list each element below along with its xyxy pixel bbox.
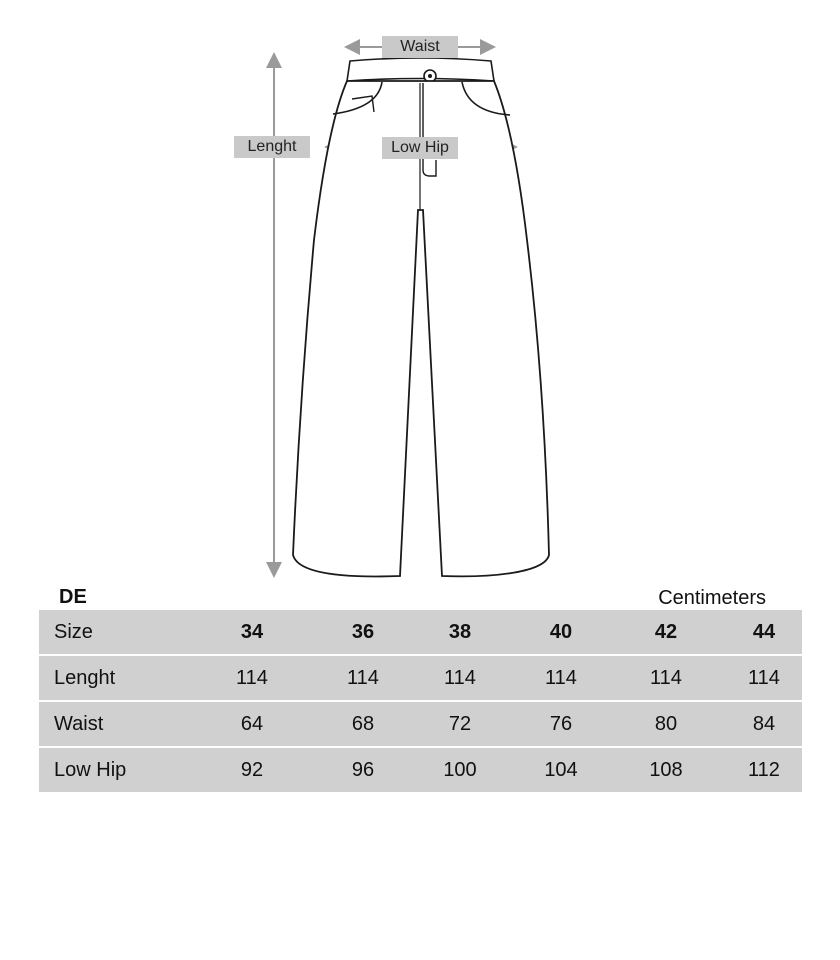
size-header-cell: 44 [752,621,776,643]
table-cell: 114 [748,667,780,689]
size-table [39,610,802,794]
unit-label: Centimeters [658,587,766,609]
table-cell: 100 [443,759,477,781]
table-cell: 104 [544,759,578,781]
table-row-length [39,656,802,700]
low-hip-measure-label: Low Hip [382,137,458,159]
size-header-cell: 38 [448,621,472,643]
table-cell: 84 [752,713,776,735]
table-cell: 72 [448,713,472,735]
table-cell: 96 [351,759,375,781]
table-cell: 64 [240,713,264,735]
size-header-cell: 34 [240,621,264,643]
table-cell: 92 [240,759,264,781]
table-header-row [39,610,802,654]
table-cell: 114 [650,667,682,689]
size-header-cell: 42 [654,621,678,643]
row-label: Size [54,621,93,643]
row-label: Low Hip [54,759,127,781]
size-header-cell: 40 [549,621,573,643]
table-cell: 108 [649,759,683,781]
waist-measure-label: Waist [382,36,458,58]
table-cell: 80 [654,713,678,735]
waistband [347,58,494,81]
table-cell: 114 [545,667,577,689]
row-label: Waist [54,713,104,735]
table-cell: 114 [347,667,379,689]
row-label: Lenght [54,667,116,689]
table-row-waist [39,702,802,746]
table-cell: 112 [748,759,780,781]
table-cell: 114 [444,667,476,689]
table-row-low-hip [39,748,802,792]
table-cell: 68 [351,713,375,735]
table-cell: 76 [549,713,573,735]
size-region-label: DE [59,586,87,608]
length-measure-label: Lenght [234,136,310,158]
size-header-cell: 36 [351,621,375,643]
table-cell: 114 [236,667,268,689]
